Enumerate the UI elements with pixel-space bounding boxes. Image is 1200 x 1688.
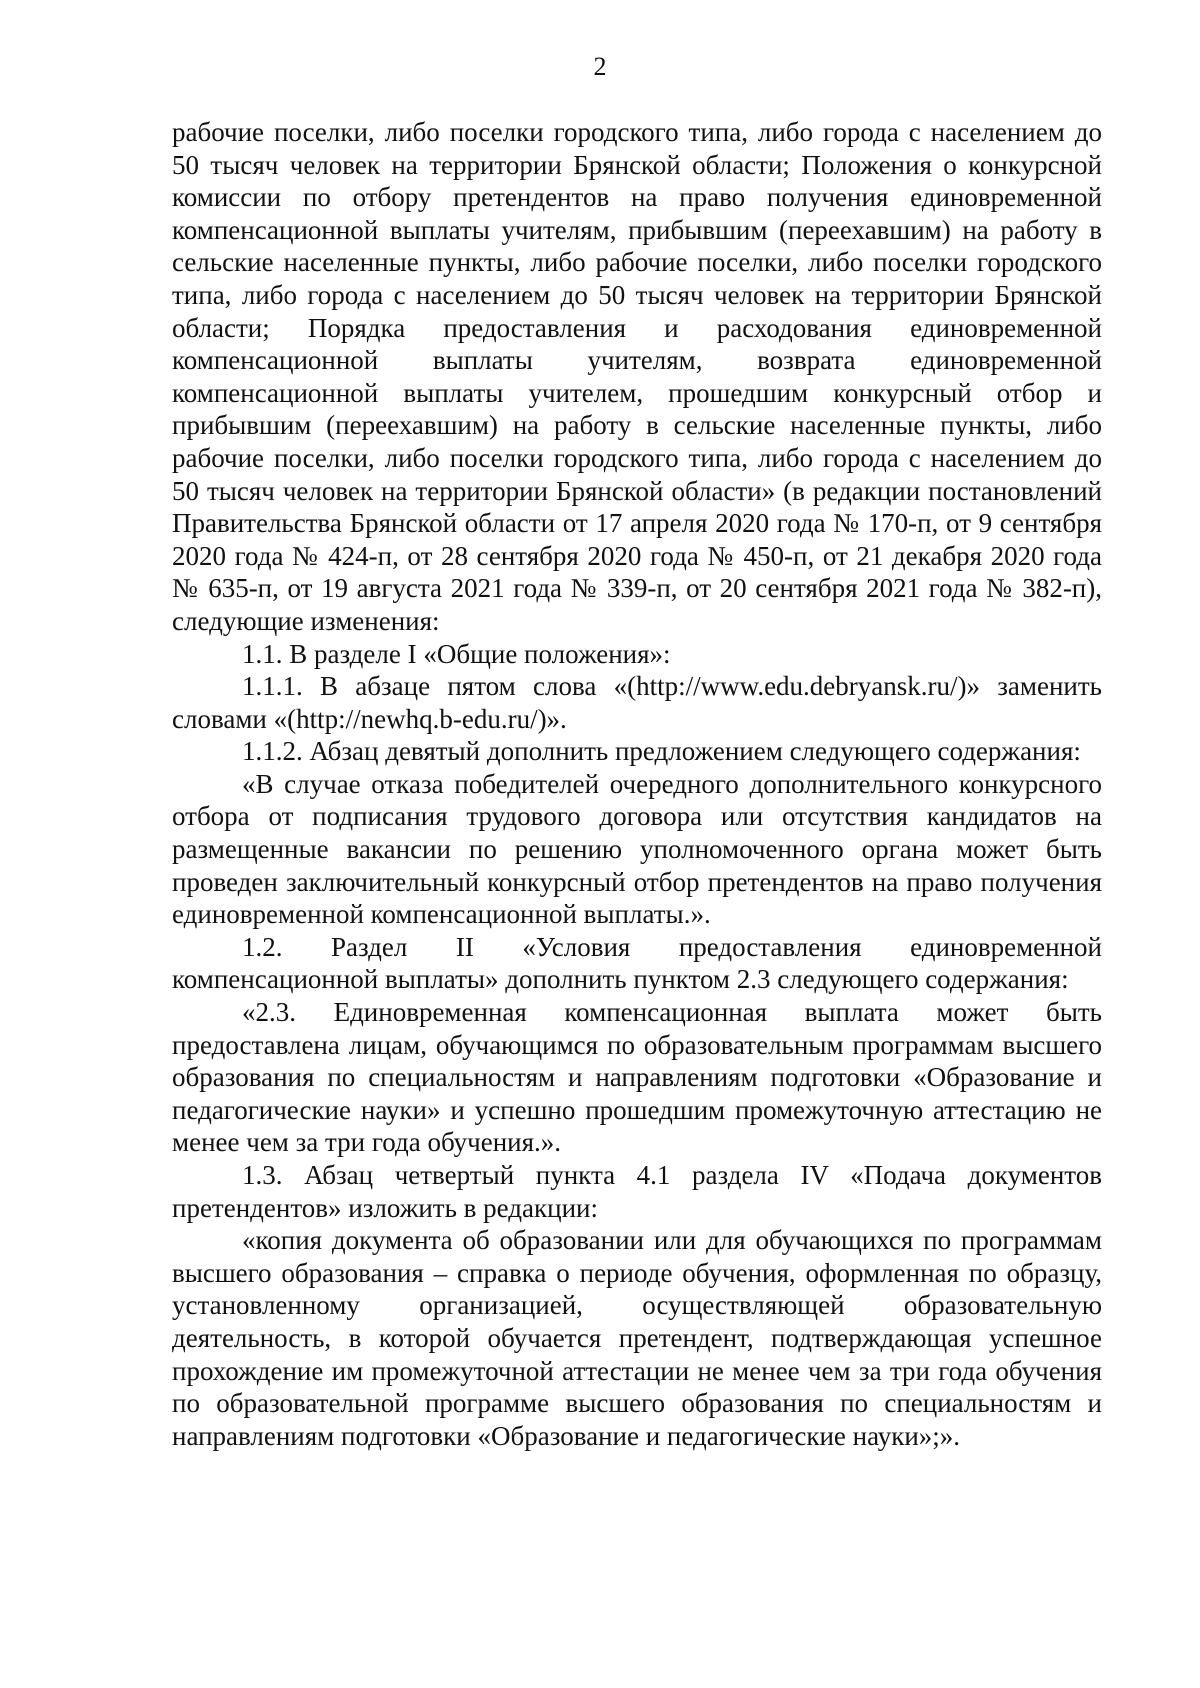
- paragraph-intro-continuation: рабочие поселки, либо поселки городского типа, либо города с населением до 50 тысяч человек на территории Брянской области; Положения о конкурсной комиссии по отбору претендентов на право получения единовременной компенсационной выплаты учителям, прибывшим (переехавшим) на работу в сельские населенные пункты, либо рабочие поселки, либо поселки городского типа, либо города с населением до 50 тысяч человек на территории Брянской области; Порядка предоставления и расходования единовременной компенсационной выплаты учителям, возврата единовременной компенсационной выплаты учителем, прошедшим конкурсный отбор и прибывшим (переехавшим) на работу в сельские населенные пункты, либо рабочие поселки, либо поселки городского типа, либо города с населением до 50 тысяч человек на территории Брянской области» (в редакции постановлений Правительства Брянской области от 17 апреля 2020 года № 170-п, от 9 сентября 2020 года № 424-п, от 28 сентября 2020 года № 450-п, от 21 декабря 2020 года № 635-п, от 19 августа 2021 года № 339-п, от 20 сентября 2021 года № 382-п), следующие изменения:: [172, 117, 1102, 636]
- paragraph-1-1: 1.1. В разделе I «Общие положения»:: [242, 638, 671, 669]
- page-number: 2: [593, 52, 607, 81]
- paragraph-1-1-2: 1.1.2. Абзац девятый дополнить предложением следующего содержания:: [242, 736, 1081, 767]
- paragraph-quote-2: «2.3. Единовременная компенсационная выплата может быть предоставлена лицам, обучающимся по образовательным программам высшего образования по специальностям и направлениям подготовки «Образование и педагогические науки» и успешно прошедшим промежуточную аттестацию не менее чем за три года обучения.».: [172, 997, 1102, 1158]
- paragraph-1-3: 1.3. Абзац четвертый пункта 4.1 раздела IV «Подача документов претендентов» изложить в редакции:: [172, 1160, 1102, 1223]
- document-body: [172, 116, 1102, 1452]
- paragraph-1-2: 1.2. Раздел II «Условия предоставления единовременной компенсационной выплаты» дополнить пунктом 2.3 следующего содержания:: [172, 931, 1102, 995]
- paragraph-1-1-1: 1.1.1. В абзаце пятом слова «(http://www.edu.debryansk.ru/)» заменить словами «(http://newhq.b-edu.ru/)».: [172, 671, 1102, 734]
- paragraph-quote-3: «копия документа об образовании или для обучающихся по программам высшего образования – справка о периоде обучения, оформленная по образцу, установленному организацией, осуществляющей образовательную деятельность, в которой обучается претендент, подтверждающая успешное прохождение им промежуточной аттестации не менее чем за три года обучения по образовательной программе высшего образования по специальностям и направлениям подготовки «Образование и педагогические науки»;».: [172, 1225, 1102, 1451]
- paragraph-quote-1: «В случае отказа победителей очередного дополнительного конкурсного отбора от подписания трудового договора или отсутствия кандидатов на размещенные вакансии по решению уполномоченного органа может быть проведен заключительный конкурсный отбор претендентов на право получения единовременной компенсационной выплаты.».: [172, 768, 1102, 930]
